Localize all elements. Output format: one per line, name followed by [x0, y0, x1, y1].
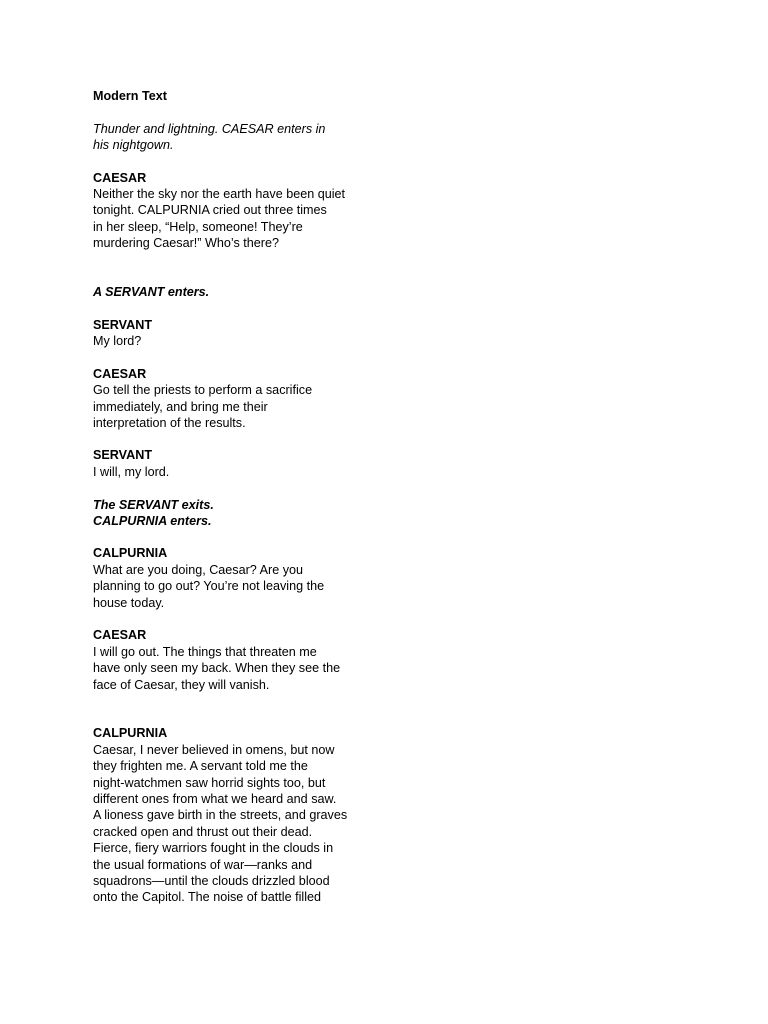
document-heading: Modern Text: [93, 89, 167, 103]
dialogue-line: different ones from what we heard and saw.: [93, 792, 337, 806]
dialogue-line: I will, my lord.: [93, 465, 170, 479]
dialogue-line: What are you doing, Caesar? Are you: [93, 563, 304, 577]
dialogue-line: murdering Caesar!” Who’s there?: [93, 236, 279, 250]
dialogue-line: cracked open and thrust out their dead.: [93, 825, 313, 839]
dialogue-line: in her sleep, “Help, someone! They’re: [93, 220, 303, 234]
dialogue-line: squadrons—until the clouds drizzled blood: [93, 874, 330, 888]
stage-direction: Thunder and lightning. CAESAR enters in: [93, 122, 326, 136]
dialogue-line: have only seen my back. When they see the: [93, 661, 341, 675]
dialogue-line: interpretation of the results.: [93, 416, 246, 430]
dialogue-line: house today.: [93, 596, 165, 610]
stage-direction: A SERVANT enters.: [93, 285, 210, 299]
dialogue-line: My lord?: [93, 334, 142, 348]
dialogue-line: Caesar, I never believed in omens, but now: [93, 743, 335, 757]
stage-direction: CALPURNIA enters.: [93, 514, 212, 528]
stage-direction: his nightgown.: [93, 138, 174, 152]
dialogue-line: the usual formations of war—ranks and: [93, 858, 313, 872]
dialogue-line: night-watchmen saw horrid sights too, but: [93, 776, 326, 790]
dialogue-line: A lioness gave birth in the streets, and graves: [93, 808, 348, 822]
speaker-name: CAESAR: [93, 628, 147, 642]
dialogue-line: tonight. CALPURNIA cried out three times: [93, 203, 327, 217]
dialogue-line: face of Caesar, they will vanish.: [93, 678, 270, 692]
dialogue-line: I will go out. The things that threaten me: [93, 645, 317, 659]
speaker-name: SERVANT: [93, 318, 153, 332]
speaker-name: CAESAR: [93, 171, 147, 185]
stage-direction: The SERVANT exits.: [93, 498, 214, 512]
dialogue-line: immediately, and bring me their: [93, 400, 268, 414]
speaker-name: CALPURNIA: [93, 546, 168, 560]
speaker-name: SERVANT: [93, 448, 153, 462]
dialogue-line: Neither the sky nor the earth have been quiet: [93, 187, 346, 201]
speaker-name: CAESAR: [93, 367, 147, 381]
speaker-name: CALPURNIA: [93, 726, 168, 740]
dialogue-line: Go tell the priests to perform a sacrifice: [93, 383, 313, 397]
dialogue-line: onto the Capitol. The noise of battle filled: [93, 890, 322, 904]
dialogue-line: Fierce, fiery warriors fought in the clouds in: [93, 841, 334, 855]
dialogue-line: planning to go out? You’re not leaving the: [93, 579, 325, 593]
dialogue-line: they frighten me. A servant told me the: [93, 759, 308, 773]
